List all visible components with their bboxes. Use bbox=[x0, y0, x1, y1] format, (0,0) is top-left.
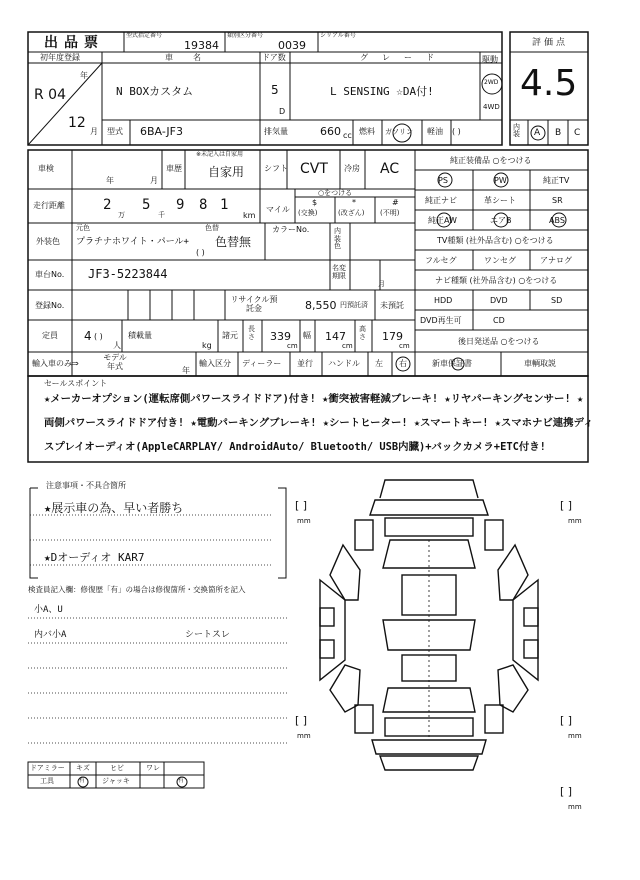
load-label: 積載量 bbox=[128, 331, 152, 340]
import-parallel: 並行 bbox=[297, 359, 313, 368]
car-diagram bbox=[320, 480, 538, 770]
meter-circle-note: ○をつける bbox=[318, 189, 353, 197]
import-cat-label: 輸入区分 bbox=[199, 359, 231, 368]
reg-month-unit: 月 bbox=[90, 127, 98, 136]
history-label: 車歴 bbox=[166, 164, 182, 173]
fuel-diesel: 軽油 bbox=[427, 127, 443, 136]
serial-label: シリアル番号 bbox=[320, 32, 356, 39]
mm-fr: mm bbox=[568, 517, 582, 525]
inspector-line-1: 小A、U bbox=[34, 605, 63, 615]
reg-era-year: R 04 bbox=[34, 87, 66, 103]
doors-suffix: D bbox=[279, 107, 286, 116]
mm-rr: mm bbox=[568, 732, 582, 740]
score-label: 評価点 bbox=[532, 38, 569, 48]
chassis-value: JF3-5223844 bbox=[88, 267, 168, 281]
nav-label: ナビ種類 (社外品含む) ○をつける bbox=[435, 276, 558, 285]
color-change-value: 色替無 bbox=[215, 235, 252, 249]
recycle-not: 未預託 bbox=[380, 301, 404, 310]
ac-label: 冷房 bbox=[344, 164, 360, 173]
recycle-unit: 円預託済 bbox=[340, 301, 368, 309]
recycle-label: リサイクル預託金 bbox=[230, 295, 278, 313]
recycle-value: 8,550 bbox=[305, 299, 337, 312]
mileage-digit-3: 9 bbox=[176, 197, 185, 213]
cc-value: 660 bbox=[320, 125, 341, 138]
grade-label: グレード bbox=[360, 53, 448, 62]
drive-2wd: 2WD bbox=[484, 79, 499, 86]
height-unit: cm bbox=[399, 342, 410, 350]
bracket-rr: [ ] bbox=[560, 714, 573, 727]
tools-mirror: ドアミラー bbox=[30, 764, 65, 772]
later-warranty: 新車保証書 bbox=[432, 359, 472, 368]
tv-label: TV種類 (社外品含む) ○をつける bbox=[437, 236, 554, 245]
tools-tool-yes: 有 bbox=[79, 777, 86, 784]
equip-abs: ABS bbox=[549, 216, 565, 225]
inspector-line-2a: 内バ小A bbox=[34, 630, 67, 640]
kg-unit: kg bbox=[202, 341, 212, 350]
inspector-line-2b: シートスレ bbox=[185, 630, 230, 640]
equip-ps: PS bbox=[438, 176, 448, 185]
width-unit: cm bbox=[342, 342, 353, 350]
mileage-digit-1: 2 bbox=[103, 197, 112, 213]
import-dealer: ディーラー bbox=[242, 359, 282, 368]
nav-sd: SD bbox=[551, 296, 563, 305]
height-label: 高さ bbox=[359, 325, 366, 341]
orig-color-label: 元色 bbox=[76, 224, 90, 232]
interior-a: A bbox=[534, 128, 541, 138]
km-unit: km bbox=[243, 211, 256, 220]
steering-left: 左 bbox=[375, 359, 383, 368]
mm-fl: mm bbox=[297, 517, 311, 525]
tv-oneseg: ワンセグ bbox=[484, 256, 516, 265]
model-year-unit: 年 bbox=[182, 366, 190, 375]
sales-label: セールスポイント bbox=[44, 379, 108, 388]
later-manual: 車輌取説 bbox=[524, 359, 556, 368]
type-value: 6BA-JF3 bbox=[140, 125, 183, 138]
vehicle-name: N BOXカスタム bbox=[116, 85, 194, 98]
shift-value: CVT bbox=[300, 161, 328, 177]
meter-unknown: (不明) bbox=[380, 209, 400, 217]
tools-jack-yes: 有 bbox=[178, 777, 185, 784]
mm-rl: mm bbox=[297, 732, 311, 740]
mileage-digit-5: 1 bbox=[220, 197, 229, 213]
nav-dvd-play: DVD再生可 bbox=[420, 316, 462, 325]
capacity-paren: ( ) bbox=[94, 332, 103, 341]
meter-swap: (交換) bbox=[298, 209, 318, 217]
int-color-label: 内装色 bbox=[334, 227, 341, 251]
history-value: 自家用 bbox=[208, 165, 245, 179]
inspection-month-unit: 月 bbox=[150, 176, 158, 185]
import-label: 輸入車のみ⇒ bbox=[32, 359, 79, 368]
doors-value: 5 bbox=[271, 83, 279, 97]
meter-tamper-symbol: * bbox=[352, 198, 356, 207]
category-no: 0039 bbox=[278, 39, 306, 52]
reg-no-label: 登録No. bbox=[35, 301, 65, 310]
title-change-label: 名変期限 bbox=[332, 264, 346, 281]
cc-unit: cc bbox=[343, 131, 352, 140]
shift-label: シフト bbox=[264, 164, 288, 173]
sen-unit: 千 bbox=[158, 211, 165, 219]
equip-pw: PW bbox=[494, 176, 507, 185]
model-year-label: モデル年式 bbox=[103, 353, 127, 371]
reg-month: 12 bbox=[68, 115, 86, 131]
fuel-other: ( ) bbox=[452, 127, 461, 136]
ext-color-label: 外装色 bbox=[36, 237, 60, 246]
later-label: 後日発送品 ○をつける bbox=[458, 337, 540, 346]
length-label: 長さ bbox=[248, 325, 255, 341]
drive-4wd: 4WD bbox=[483, 103, 500, 111]
history-note: ※未記入は自家用 bbox=[196, 151, 244, 158]
interior-b: B bbox=[555, 128, 562, 138]
mileage-label: 走行距離 bbox=[33, 201, 65, 210]
paint-label: 色替 bbox=[205, 224, 219, 232]
equip-aw: 純正AW bbox=[428, 216, 457, 225]
bracket-fr: [ ] bbox=[560, 499, 573, 512]
steering-right: 右 bbox=[399, 359, 407, 368]
capacity-label: 定員 bbox=[42, 331, 58, 340]
reg-label: 初年度登録 bbox=[40, 53, 80, 62]
nav-dvd: DVD bbox=[490, 296, 508, 305]
length-value: 339 bbox=[270, 330, 291, 343]
nav-cd: CD bbox=[493, 316, 505, 325]
meter-tamper: (改ざん) bbox=[338, 209, 365, 217]
bracket-spare: [ ] bbox=[560, 785, 573, 798]
man-unit: 万 bbox=[118, 211, 125, 219]
form-title: 出品票 bbox=[44, 35, 104, 51]
chassis-label: 車台No. bbox=[35, 270, 65, 279]
ac-value: AC bbox=[380, 161, 400, 177]
color-no-label: カラーNo. bbox=[272, 225, 310, 234]
reg-year-unit: 年 bbox=[80, 71, 88, 80]
grade-value: L SENSING ☆DA付! bbox=[330, 85, 434, 98]
equip-airbag: エアB bbox=[490, 216, 512, 225]
length-unit: cm bbox=[287, 342, 298, 350]
notes-line-1: ★展示車の為、早い者勝ち bbox=[44, 501, 184, 515]
tv-fullseg: フルセグ bbox=[425, 256, 457, 265]
bracket-rl: [ ] bbox=[295, 714, 308, 727]
notes-line-3: ★Dオーディオ KAR7 bbox=[44, 551, 145, 564]
tools-break: ワレ bbox=[146, 764, 160, 772]
bracket-fl: [ ] bbox=[295, 499, 308, 512]
model-cert-no: 19384 bbox=[184, 39, 219, 52]
mileage-digit-4: 8 bbox=[199, 197, 208, 213]
tv-analog: アナログ bbox=[540, 256, 572, 265]
model-cert-label: 型式指定番号 bbox=[126, 32, 163, 39]
genuine-label: 純正装備品 ○をつける bbox=[450, 156, 532, 165]
dims-label: 諸元 bbox=[222, 331, 238, 340]
mile-label: マイル bbox=[266, 205, 290, 214]
fuel-label: 燃料 bbox=[359, 127, 375, 136]
notes-label: 注意事項・不具合箇所 bbox=[46, 481, 126, 490]
ext-color-value: プラチナホワイト・パール+ bbox=[76, 237, 189, 247]
meter-swap-symbol: $ bbox=[312, 198, 318, 207]
type-label: 型式 bbox=[107, 127, 123, 136]
width-label: 幅 bbox=[303, 331, 311, 340]
drive-label: 駆動 bbox=[482, 55, 498, 64]
fuel-gas: ガソリン bbox=[385, 128, 413, 136]
sales-line-1: ★メーカーオプション(運転席側パワースライドドア)付き! ★衝突被害軽減ブレーキ! ★リヤパーキングセンサー! ★ bbox=[44, 393, 584, 405]
category-label: 類別区分番号 bbox=[227, 32, 264, 39]
sales-line-3: スプレイオーディオ(AppleCARPLAY/ AndroidAuto/ Bluetooth/ USB内臓)+バックカメラ+ETC付き! bbox=[44, 441, 546, 453]
score-value: 4.5 bbox=[520, 63, 578, 104]
nav-hdd: HDD bbox=[434, 296, 453, 305]
tools-crack: ヒビ bbox=[110, 764, 124, 772]
steering-label: ハンドル bbox=[328, 359, 360, 368]
meter-unknown-symbol: # bbox=[392, 198, 399, 207]
cc-label: 排気量 bbox=[264, 127, 288, 136]
equip-navi: 純正ナビ bbox=[425, 196, 457, 205]
title-change-month: 月 bbox=[378, 280, 385, 288]
equip-leather: 革シート bbox=[484, 196, 516, 205]
color-paren: ( ) bbox=[196, 248, 205, 257]
inspector-label: 検査員記入欄：修復歴「有」の場合は修復箇所・交換箇所を記入 bbox=[28, 585, 246, 594]
tools-jack: ジャッキ bbox=[102, 777, 130, 785]
mileage-digit-2: 5 bbox=[142, 197, 151, 213]
tools-tool: 工具 bbox=[40, 777, 54, 785]
name-label: 車名 bbox=[165, 53, 221, 62]
interior-c: C bbox=[574, 128, 581, 138]
sales-line-2: 両側パワースライドドア付き! ★電動パーキングブレーキ! ★シートヒーター! ★スマートキー! ★スマホナビ連携ディ bbox=[44, 417, 594, 429]
tools-scratch: キズ bbox=[76, 764, 90, 772]
doors-label: ドア数 bbox=[262, 53, 286, 62]
width-value: 147 bbox=[325, 330, 346, 343]
capacity-value: 4 bbox=[84, 329, 92, 343]
mm-spare: mm bbox=[568, 803, 582, 811]
capacity-unit: 人 bbox=[113, 341, 121, 350]
equip-tv: 純正TV bbox=[543, 176, 570, 185]
equip-sr: SR bbox=[552, 196, 563, 205]
interior-label: 内装 bbox=[513, 123, 520, 138]
height-value: 179 bbox=[382, 330, 403, 343]
inspection-label: 車検 bbox=[38, 164, 54, 173]
inspection-year-unit: 年 bbox=[106, 176, 114, 185]
